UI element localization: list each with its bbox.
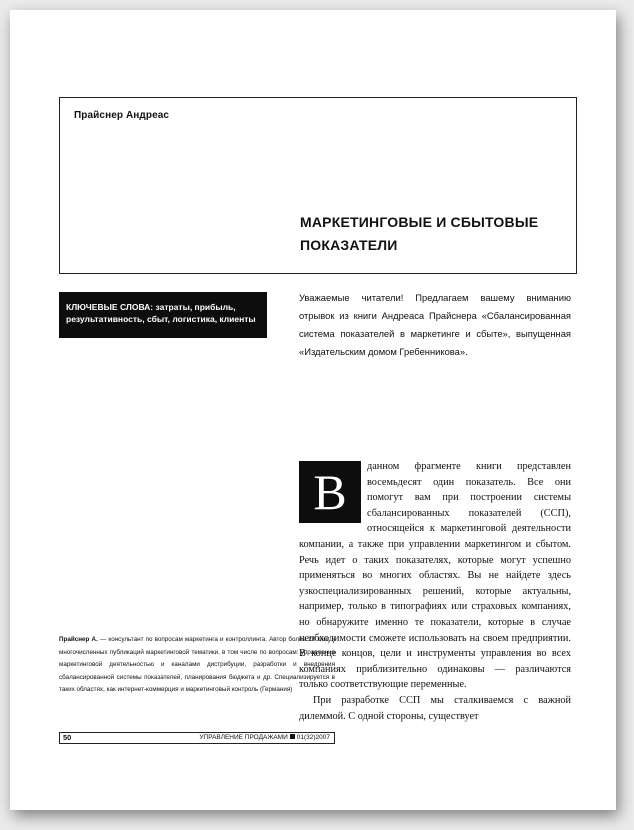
- bio-name: Прайснер А.: [59, 636, 98, 643]
- journal-issue: 01(32)2007: [296, 734, 330, 741]
- article-body: [299, 459, 571, 724]
- body-paragraph-1: данном фрагменте книги представлен восемьдесят один показатель. Все они помогут вам при построении системы сбалансированных показателей (ССП), относящейся к маркетинговой деятельности компании, а также при управлении маркетингом и сбытом. Речь идет о таких показателях, которые могут успешно применяться во многих областях. Вы не найдете здесь узкоспециализированных решений, которые актуальны, например, только в типографиях или страховых компаниях, но обнаружите именно те показатели, которые в случае необходимости сможете использовать на своем предприятии. В конце концов, цели и инструменты управления во всех компаниях приблизительно одинаковы — различаются только соответствующие переменные.: [299, 461, 571, 691]
- page-number: 50: [63, 733, 72, 742]
- square-separator-icon: [290, 734, 295, 739]
- article-header-box: [59, 97, 577, 274]
- journal-page: [10, 10, 616, 810]
- page-footer: [59, 732, 335, 744]
- bio-text: — консультант по вопросам маркетинга и контроллинга. Автор более 20 книг и многочисленных публикаций маркетинговой тематики, в том числе по вопросам: управления маркетинговой деятельностью и каналами дистрибуции, разработки и внедрения сбалансированной системы показателей, планирования бюджета и др. Специализируется в таких областях, как интернет-коммерция и маркетинговый контроль (Германия): [59, 636, 336, 694]
- drop-cap: В: [299, 461, 361, 523]
- article-intro: Уважаемые читатели! Предлагаем вашему вниманию отрывок из книги Андреаса Прайснера «Сбалансированная система показателей в маркетинге и сбыте», выпущенная «Издательским домом Гребенникова».: [299, 292, 571, 357]
- journal-name: УПРАВЛЕНИЕ ПРОДАЖАМИ: [199, 734, 288, 741]
- author-bio: [59, 634, 335, 697]
- body-paragraph-2: При разработке ССП мы сталкиваемся с важной дилеммой. С одной стороны, существует: [299, 694, 571, 722]
- article-author: Прайснер Андреас: [74, 110, 170, 121]
- article-title: МАРКЕТИНГОВЫЕ И СБЫТОВЫЕ ПОКАЗАТЕЛИ: [300, 214, 539, 253]
- journal-info: [199, 733, 330, 743]
- keywords-box: КЛЮЧЕВЫЕ СЛОВА: затраты, прибыль, результативность, сбыт, логистика, клиенты: [59, 292, 267, 338]
